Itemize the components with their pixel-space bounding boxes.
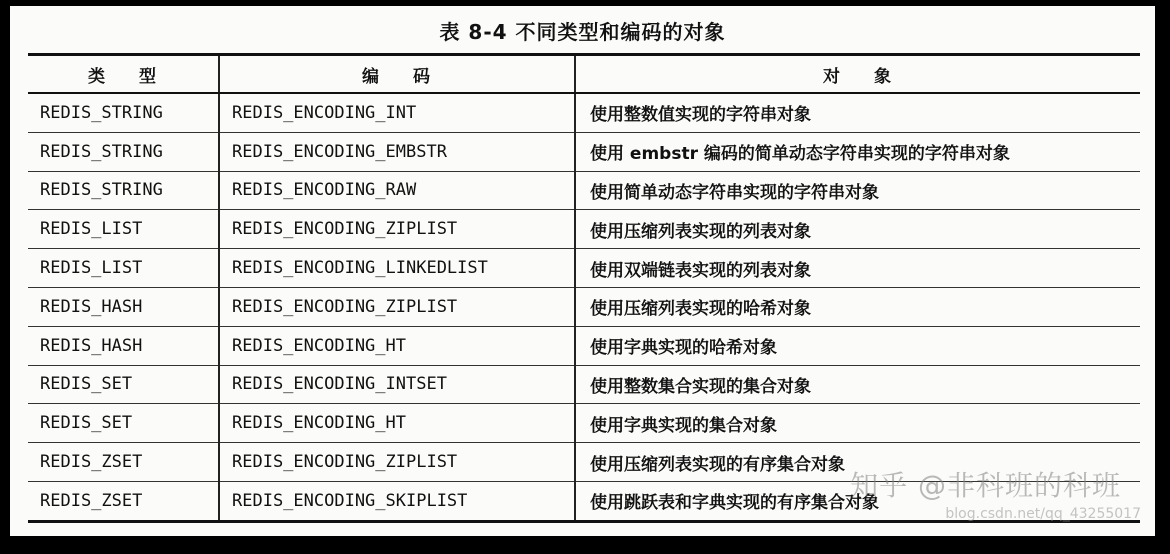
cell-encoding: REDIS_ENCODING_ZIPLIST xyxy=(219,443,575,482)
cell-object: 使用字典实现的哈希对象 xyxy=(575,326,1140,365)
encoding-table xyxy=(28,53,1140,523)
cell-type: REDIS_STRING xyxy=(28,171,219,210)
cell-encoding: REDIS_ENCODING_SKIPLIST xyxy=(219,481,575,521)
table-row xyxy=(28,287,1140,326)
cell-type: REDIS_SET xyxy=(28,365,219,404)
cell-object: 使用跳跃表和字典实现的有序集合对象 xyxy=(575,481,1140,521)
table-row xyxy=(28,210,1140,249)
document-page xyxy=(10,6,1155,536)
cell-encoding: REDIS_ENCODING_HT xyxy=(219,326,575,365)
watermark-url: blog.csdn.net/qq_43255017 xyxy=(945,506,1141,522)
cell-encoding: REDIS_ENCODING_ZIPLIST xyxy=(219,210,575,249)
cell-object: 使用整数集合实现的集合对象 xyxy=(575,365,1140,404)
cell-type: REDIS_ZSET xyxy=(28,443,219,482)
cell-object: 使用简单动态字符串实现的字符串对象 xyxy=(575,171,1140,210)
cell-type: REDIS_LIST xyxy=(28,210,219,249)
cell-object: 使用压缩列表实现的列表对象 xyxy=(575,210,1140,249)
table-row xyxy=(28,365,1140,404)
cell-encoding: REDIS_ENCODING_ZIPLIST xyxy=(219,287,575,326)
cell-encoding: REDIS_ENCODING_INT xyxy=(219,93,575,132)
table-row xyxy=(28,326,1140,365)
cell-type: REDIS_STRING xyxy=(28,93,219,132)
cell-encoding: REDIS_ENCODING_INTSET xyxy=(219,365,575,404)
header-object: 对 象 xyxy=(575,55,1140,94)
cell-encoding: REDIS_ENCODING_LINKEDLIST xyxy=(219,249,575,288)
cell-type: REDIS_SET xyxy=(28,404,219,443)
cell-encoding: REDIS_ENCODING_HT xyxy=(219,404,575,443)
cell-type: REDIS_LIST xyxy=(28,249,219,288)
cell-type: REDIS_HASH xyxy=(28,287,219,326)
cell-type: REDIS_HASH xyxy=(28,326,219,365)
cell-object: 使用字典实现的集合对象 xyxy=(575,404,1140,443)
table-row xyxy=(28,171,1140,210)
header-type: 类 型 xyxy=(28,55,219,94)
cell-object: 使用压缩列表实现的哈希对象 xyxy=(575,287,1140,326)
cell-encoding: REDIS_ENCODING_EMBSTR xyxy=(219,132,575,171)
table-header-row xyxy=(28,55,1140,94)
cell-object: 使用双端链表实现的列表对象 xyxy=(575,249,1140,288)
header-encoding: 编 码 xyxy=(219,55,575,94)
cell-object: 使用压缩列表实现的有序集合对象 xyxy=(575,443,1140,482)
table-row xyxy=(28,249,1140,288)
watermark-text: 知乎 @非科班的科班 xyxy=(850,469,1121,502)
cell-encoding: REDIS_ENCODING_RAW xyxy=(219,171,575,210)
table-row xyxy=(28,404,1140,443)
cell-type: REDIS_ZSET xyxy=(28,481,219,521)
table-caption: 表 8-4 不同类型和编码的对象 xyxy=(439,20,726,44)
cell-object: 使用 embstr 编码的简单动态字符串实现的字符串对象 xyxy=(575,132,1140,171)
cell-type: REDIS_STRING xyxy=(28,132,219,171)
table-row xyxy=(28,93,1140,132)
cell-object: 使用整数值实现的字符串对象 xyxy=(575,93,1140,132)
table-row xyxy=(28,132,1140,171)
